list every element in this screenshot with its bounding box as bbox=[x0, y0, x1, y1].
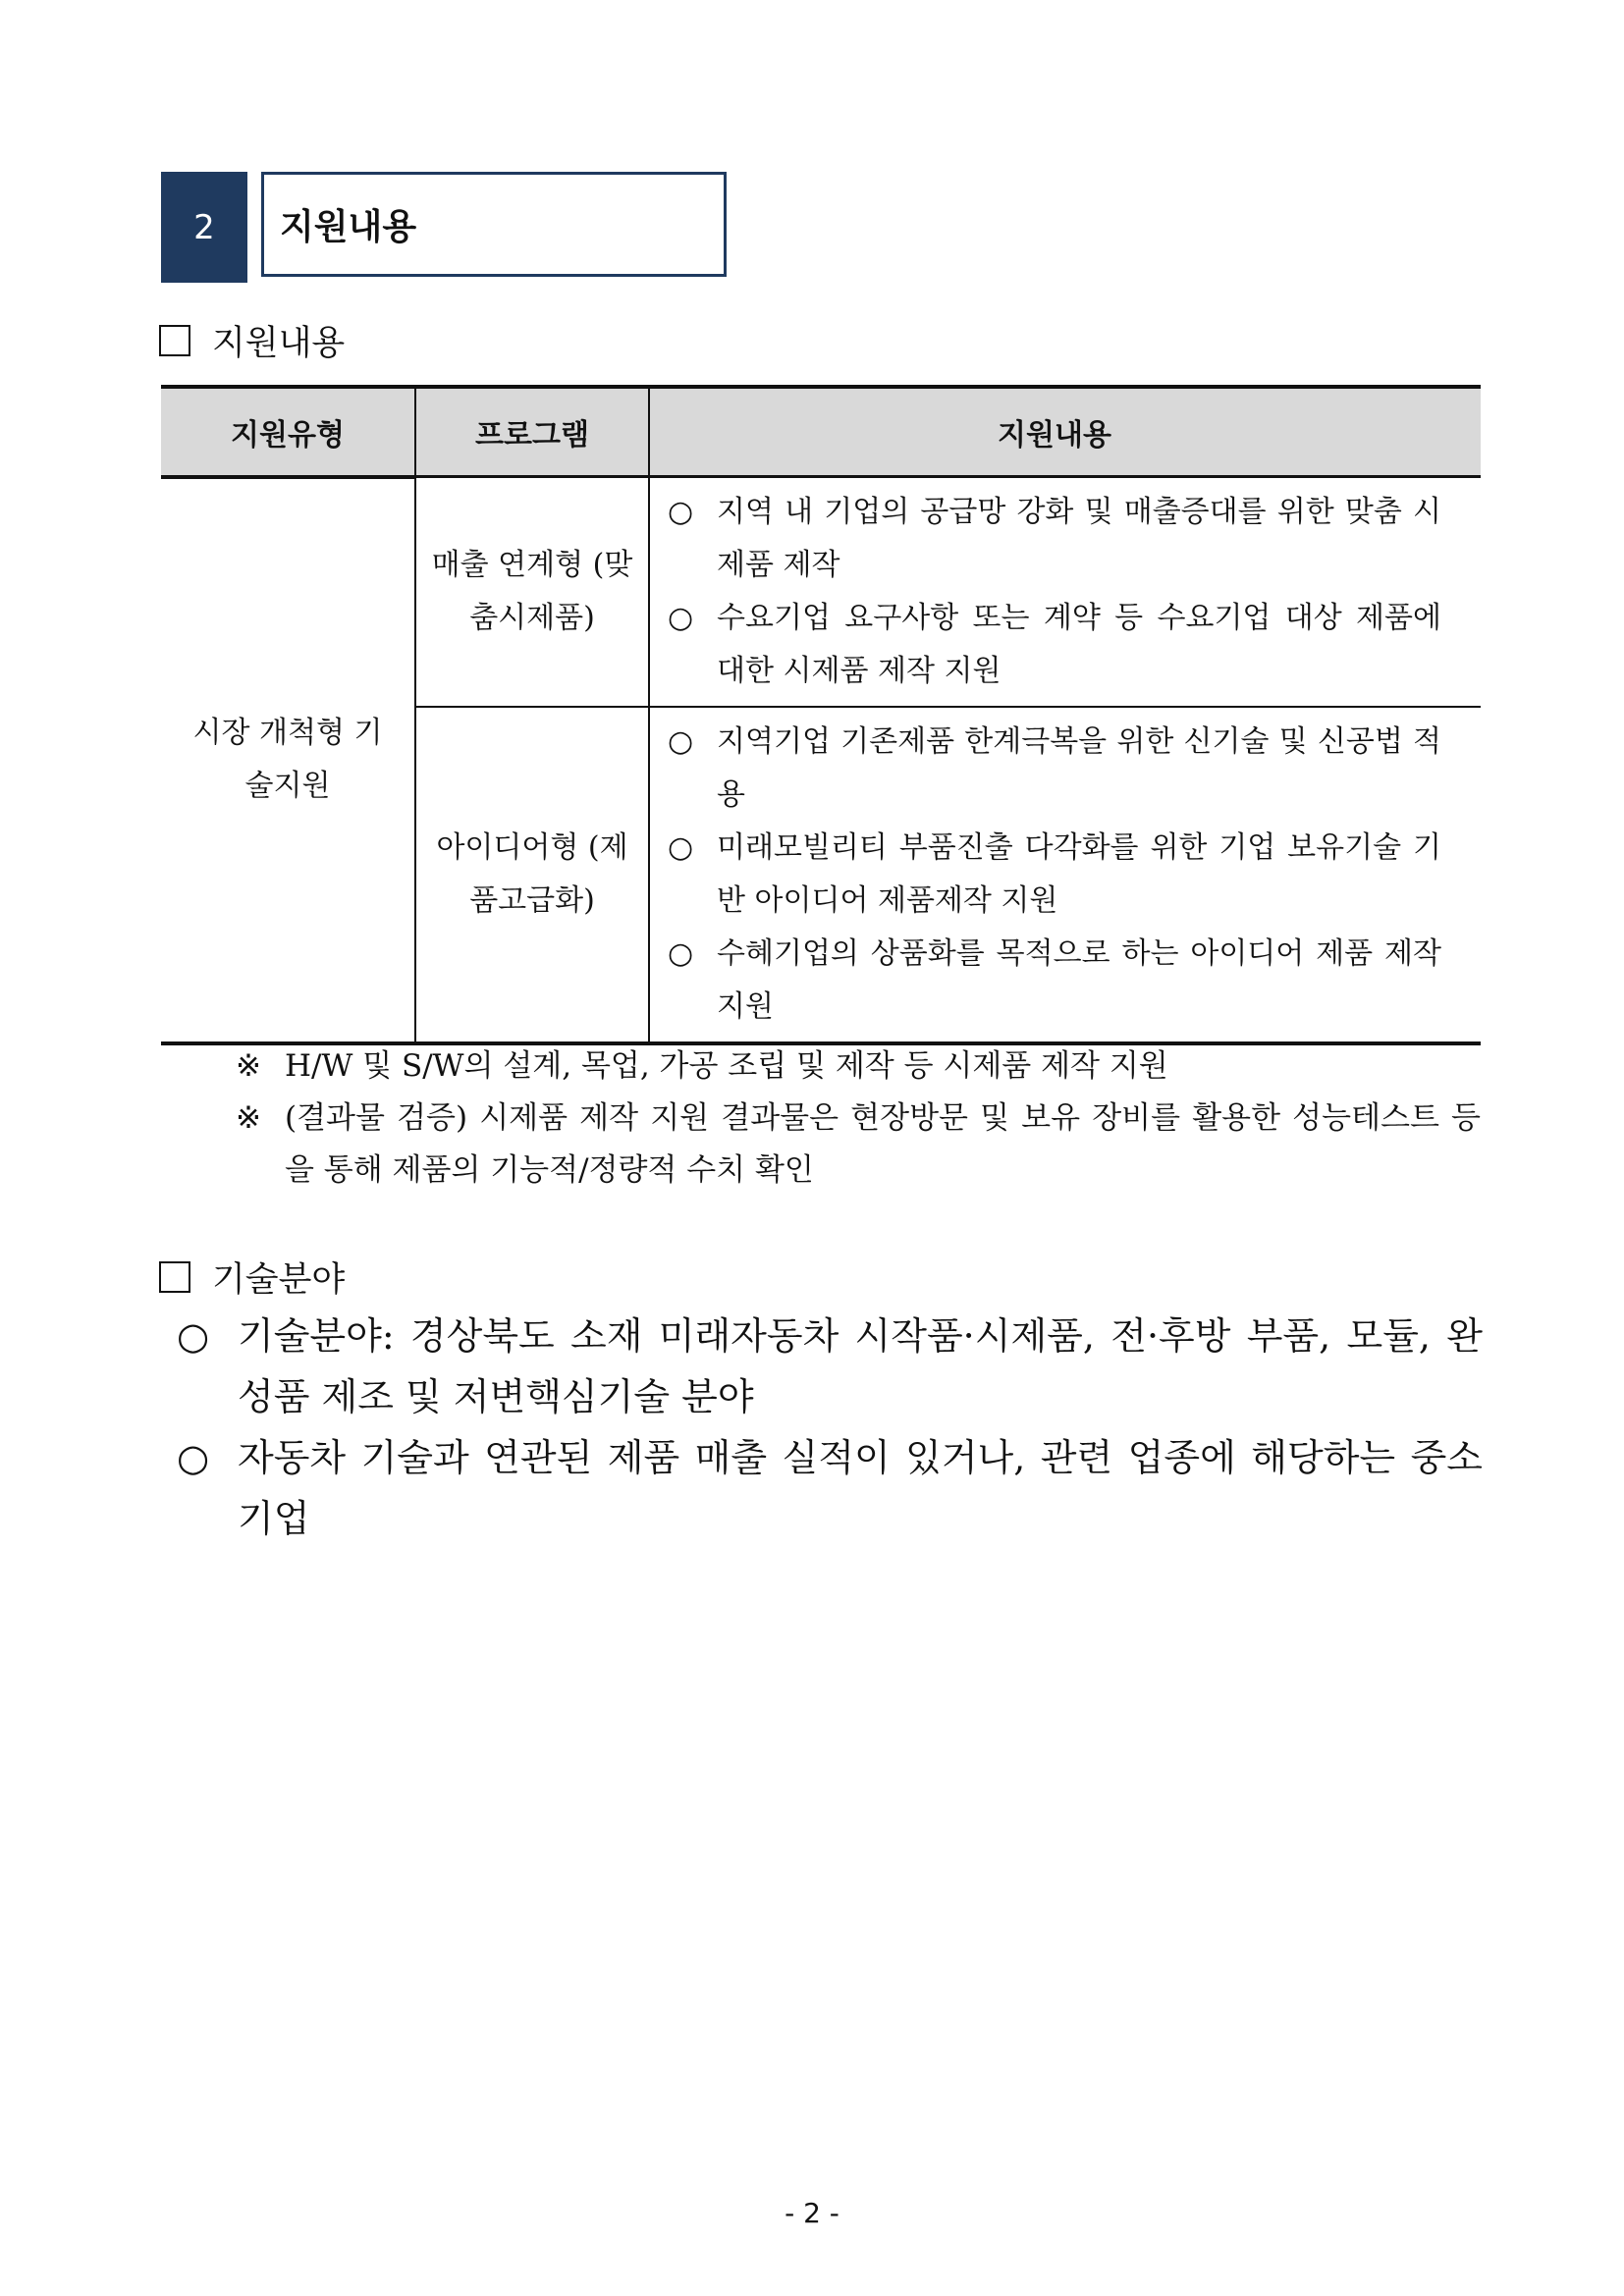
list-item: ○ 미래모빌리티 부품진출 다각화를 위한 기업 보유기술 기반 아이디어 제품제작 지원 bbox=[668, 822, 1441, 928]
note-item: ※ H/W 및 S/W의 설계, 목업, 가공 조립 및 제작 등 시제품 제작 지원 bbox=[236, 1041, 1481, 1093]
list-item: ○ 기술분야: 경상북도 소재 미래자동차 시작품·시제품, 전·후방 부품, 모듈, 완성품 제조 및 저변핵심기술 분야 bbox=[177, 1306, 1483, 1427]
heading-label: 지원내용 bbox=[212, 324, 346, 363]
note-item: ※ (결과물 검증) 시제품 제작 지원 결과물은 현장방문 및 보유 장비를 활용한 성능테스트 등을 통해 제품의 기능적/정량적 수치 확인 bbox=[236, 1093, 1481, 1197]
heading-support-content bbox=[159, 316, 345, 365]
reference-mark-icon: ※ bbox=[236, 1048, 261, 1084]
list-item: ○ 자동차 기술과 연관된 제품 매출 실적이 있거나, 관련 업종에 해당하는 중소 기업 bbox=[177, 1427, 1483, 1549]
section-number: 2 bbox=[161, 172, 247, 283]
circle-bullet-icon: ○ bbox=[668, 830, 694, 865]
heading-label: 기술분야 bbox=[212, 1260, 346, 1300]
list-item: ○ 지역기업 기존제품 한계극복을 위한 신기술 및 신공법 적용 bbox=[668, 716, 1441, 822]
circle-bullet-icon: ○ bbox=[668, 495, 694, 529]
circle-bullet-icon: ○ bbox=[668, 601, 694, 635]
circle-bullet-icon: ○ bbox=[668, 724, 694, 759]
list-item: ○ 수혜기업의 상품화를 목적으로 하는 아이디어 제품 제작 지원 bbox=[668, 928, 1441, 1034]
table-row bbox=[161, 477, 1481, 708]
list-item: ○ 지역 내 기업의 공급망 강화 및 매출증대를 위한 맞춤 시제품 제작 bbox=[668, 486, 1441, 592]
col-header-type: 지원유형 bbox=[161, 387, 415, 477]
section-title: 지원내용 bbox=[261, 172, 727, 277]
circle-bullet-icon: ○ bbox=[177, 1436, 210, 1479]
section-header bbox=[161, 172, 727, 283]
support-type-cell: 시장 개척형 기술지원 bbox=[161, 477, 415, 1044]
checkbox-square-icon bbox=[159, 325, 190, 356]
circle-bullet-icon: ○ bbox=[177, 1314, 210, 1358]
support-table bbox=[161, 385, 1481, 1045]
content-cell bbox=[649, 707, 1481, 1043]
heading-tech-field bbox=[159, 1253, 345, 1302]
table-header-row bbox=[161, 387, 1481, 477]
program-cell: 아이디어형 (제품고급화) bbox=[415, 707, 649, 1043]
circle-bullet-icon: ○ bbox=[668, 936, 694, 971]
tech-field-list bbox=[177, 1306, 1483, 1549]
reference-mark-icon: ※ bbox=[236, 1100, 261, 1136]
content-cell bbox=[649, 477, 1481, 708]
col-header-program: 프로그램 bbox=[415, 387, 649, 477]
list-item: ○ 수요기업 요구사항 또는 계약 등 수요기업 대상 제품에 대한 시제품 제작 지원 bbox=[668, 592, 1441, 698]
checkbox-square-icon bbox=[159, 1261, 190, 1293]
col-header-content: 지원내용 bbox=[649, 387, 1481, 477]
notes bbox=[236, 1041, 1481, 1197]
page-number: - 2 - bbox=[785, 2197, 839, 2229]
program-cell: 매출 연계형 (맞춤시제품) bbox=[415, 477, 649, 708]
